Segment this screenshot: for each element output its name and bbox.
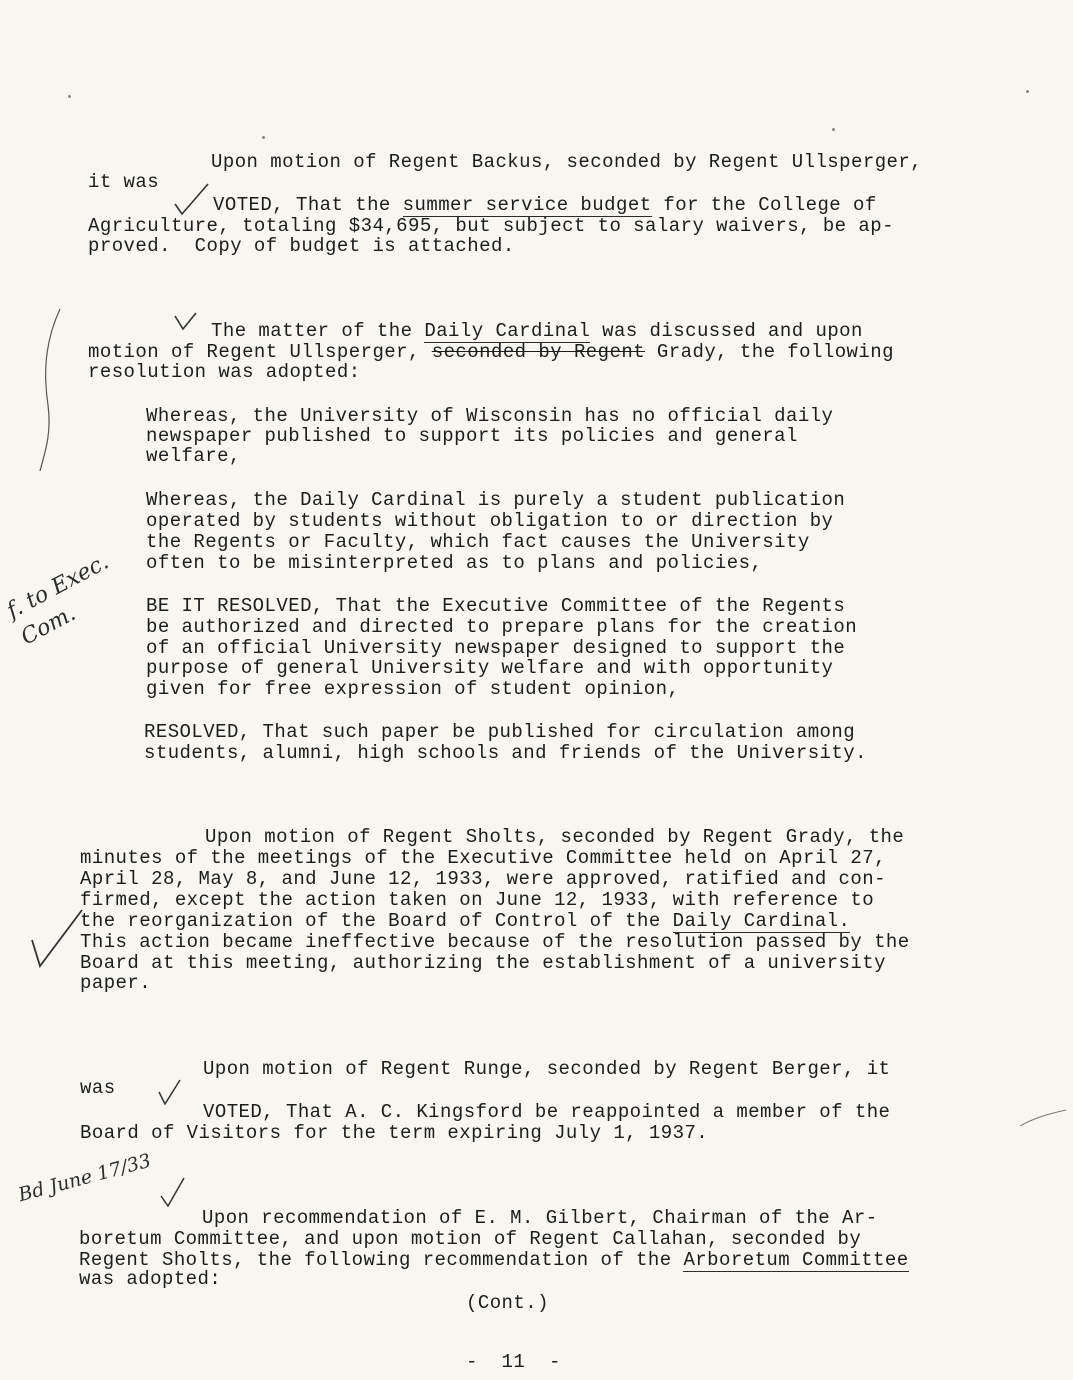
page-speck: [1026, 90, 1029, 93]
para3-line3: April 28, May 8, and June 12, 1933, were approved, ratified and con-: [80, 868, 886, 890]
para3-line7: Board at this meeting, authorizing the establishment of a university: [80, 952, 886, 974]
para3-line8: paper.: [80, 972, 152, 994]
para1-line5: proved. Copy of budget is attached.: [88, 235, 515, 257]
resolved1-line3: of an official University newspaper designed to support the: [146, 637, 846, 659]
para5-line1: Upon recommendation of E. M. Gilbert, Chairman of the Ar-: [202, 1207, 878, 1229]
para5-line4: was adopted:: [79, 1268, 222, 1290]
para5-line3-text: Regent Sholts, the following recommendation of the: [79, 1249, 684, 1271]
page-speck: [832, 128, 835, 131]
whereas2-line4: often to be misinterpreted as to plans and policies,: [146, 552, 763, 574]
para1-line1: Upon motion of Regent Backus, seconded by Regent Ullsperger,: [211, 151, 923, 173]
resolved2-line1: RESOLVED, That such paper be published for circulation among: [144, 721, 856, 743]
whereas2-line3: the Regents or Faculty, which fact causes the University: [146, 531, 810, 553]
check-mark-icon: [156, 1078, 186, 1108]
continued-label: (Cont.): [466, 1292, 549, 1314]
resolved1-line1: BE IT RESOLVED, That the Executive Committee of the Regents: [146, 595, 846, 617]
whereas1-line1: Whereas, the University of Wisconsin has no official daily: [146, 405, 834, 427]
para2-line1: [211, 321, 863, 342]
summer-service-budget-underlined: summer service budget: [402, 194, 652, 216]
para1-line3: [213, 195, 877, 216]
check-mark-icon: [26, 906, 86, 976]
resolved2-line2: students, alumni, high schools and friends of the University.: [144, 742, 867, 764]
para3-line1: Upon motion of Regent Sholts, seconded by Regent Grady, the: [205, 826, 905, 848]
date-note-handwritten: Bd June 17/33: [16, 1149, 154, 1207]
para3-line5: [80, 911, 850, 932]
daily-cardinal-underlined: Daily Cardinal: [424, 320, 591, 342]
page-speck: [262, 136, 265, 139]
para1-line3-text-end: for the College of: [651, 194, 877, 216]
para2-line2-text-end: Grady, the following: [645, 341, 894, 363]
para4-line2: was: [80, 1077, 116, 1099]
page-number: - 11 -: [466, 1351, 561, 1373]
para1-line4: Agriculture, totaling $34,695, but subject to salary waivers, be ap-: [88, 215, 894, 237]
para3-line4: firmed, except the action taken on June 12, 1933, with reference to: [80, 889, 875, 911]
para3-line5-text: the reorganization of the Board of Control of the: [80, 910, 673, 932]
para3-line2: minutes of the meetings of the Executive Committee held on April 27,: [80, 847, 886, 869]
arboretum-committee-underlined: Arboretum Committee: [683, 1249, 909, 1271]
para4-line1: Upon motion of Regent Runge, seconded by Regent Berger, it: [203, 1058, 891, 1080]
whereas1-line2: newspaper published to support its policies and general: [146, 425, 798, 447]
para4-line4: Board of Visitors for the term expiring July 1, 1937.: [80, 1122, 709, 1144]
pencil-stroke-icon: [1018, 1108, 1068, 1128]
para2-line3: resolution was adopted:: [88, 361, 361, 383]
resolved1-line2: be authorized and directed to prepare plans for the creation: [146, 616, 858, 638]
para1-line2: it was: [88, 171, 160, 193]
para2-line1-text: The matter of the: [211, 320, 425, 342]
para3-line6: This action became ineffective because of the resolution passed by the: [80, 931, 910, 953]
para1-line3-text: VOTED, That the: [213, 194, 403, 216]
margin-bracket-icon: [34, 305, 64, 475]
para2-line2-text: motion of Regent Ullsperger,: [88, 341, 432, 363]
page-speck: [68, 95, 71, 98]
margin-note-handwritten: f. to Exec. Com.: [2, 549, 113, 651]
check-mark-icon: [172, 311, 202, 341]
check-mark-icon: [158, 1176, 188, 1210]
daily-cardinal-underlined-2: Daily Cardinal.: [672, 910, 851, 932]
para2-line1-text-end: was discussed and upon: [590, 320, 863, 342]
para5-line2: boretum Committee, and upon motion of Regent Callahan, seconded by: [79, 1228, 862, 1250]
resolved1-line4: purpose of general University welfare and with opportunity: [146, 657, 834, 679]
whereas2-line1: Whereas, the Daily Cardinal is purely a student publication: [146, 489, 846, 511]
para2-line2: [88, 342, 894, 363]
seconded-by-struck: seconded by Regent: [431, 341, 646, 363]
whereas2-line2: operated by students without obligation to or direction by: [146, 510, 834, 532]
para4-line3: VOTED, That A. C. Kingsford be reappointed a member of the: [203, 1101, 891, 1123]
check-mark-icon: [172, 180, 212, 220]
whereas1-line3: welfare,: [146, 445, 241, 467]
resolved1-line5: given for free expression of student opinion,: [146, 678, 680, 700]
